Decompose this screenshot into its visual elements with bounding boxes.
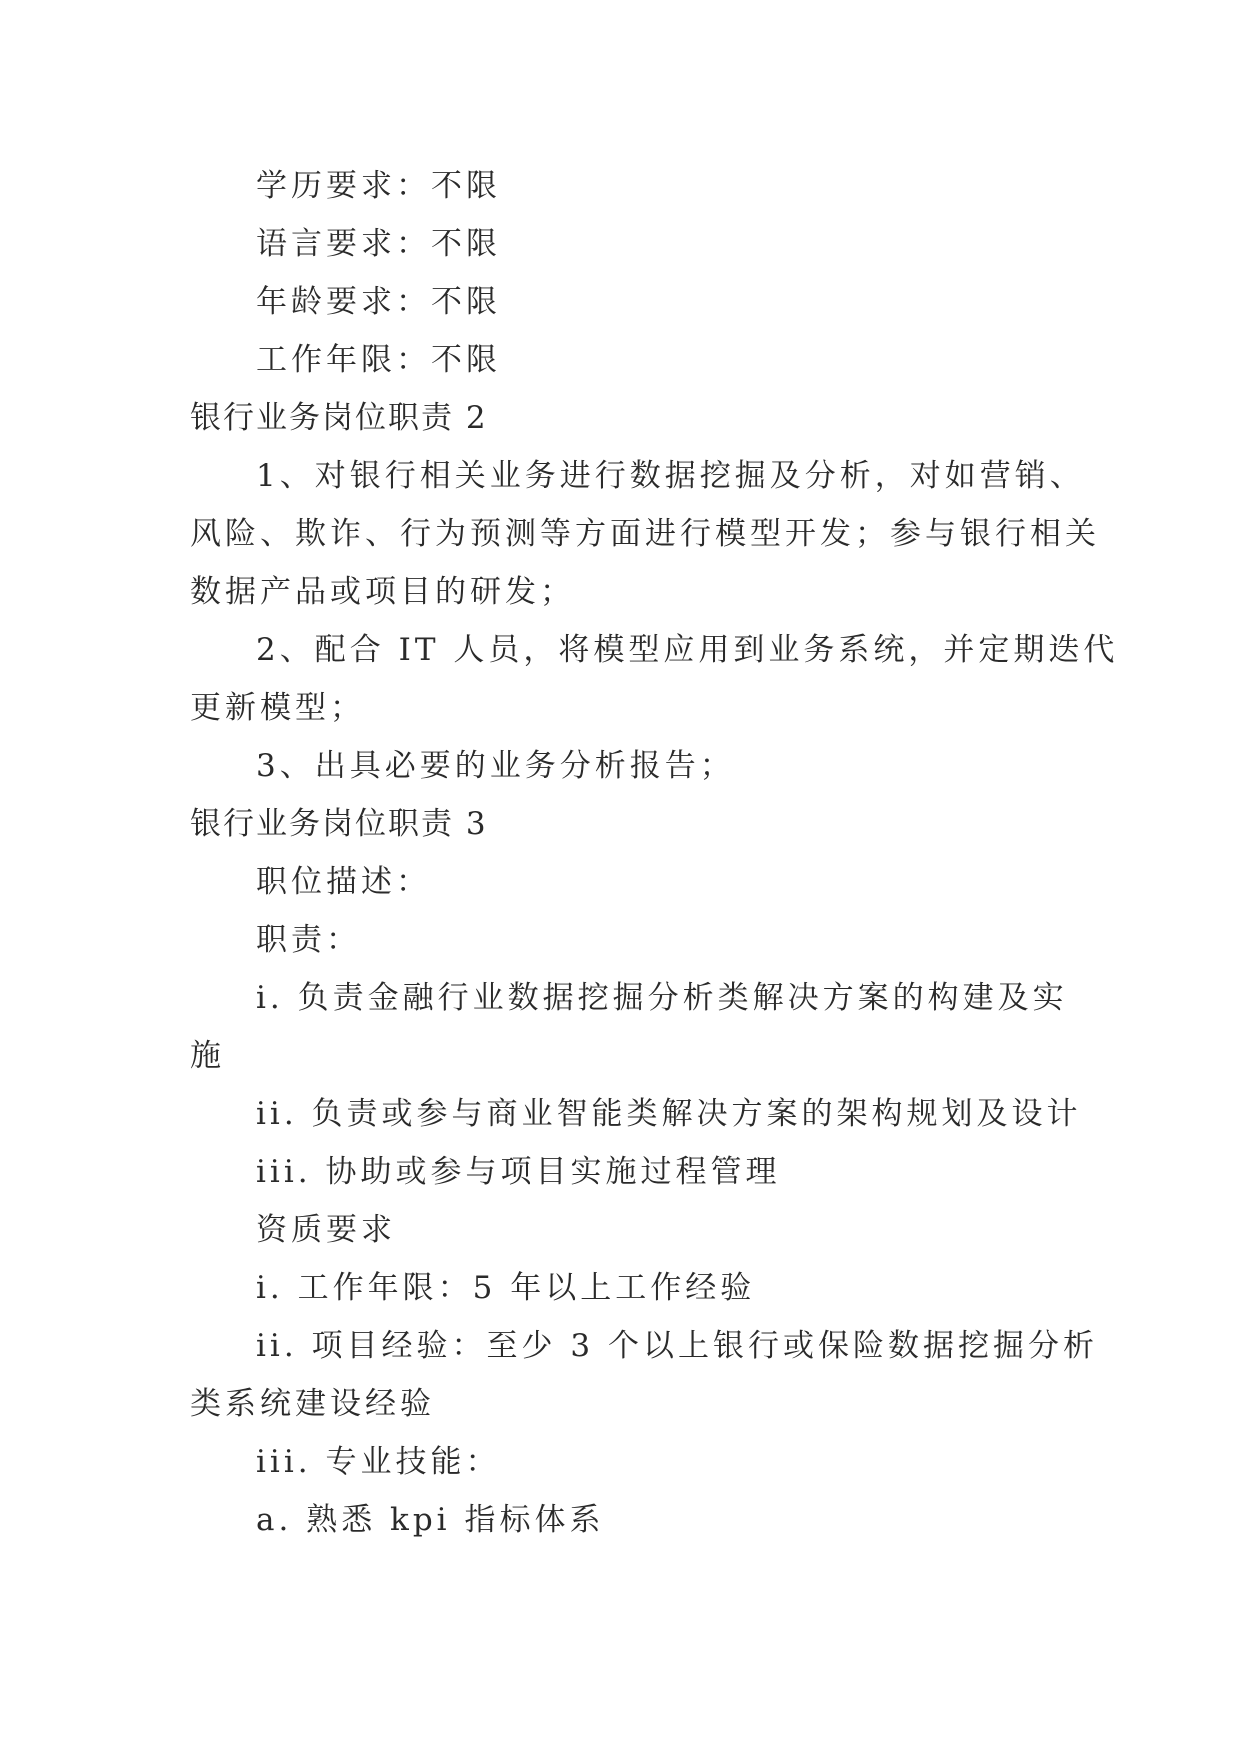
duty-item-1-line-1: 1、对银行相关业务进行数据挖掘及分析，对如营销、 — [256, 458, 1085, 494]
qualification-ii-line-1: ii. 项目经验：至少 3 个以上银行或保险数据挖掘分析 — [256, 1328, 1098, 1364]
education-requirement: 学历要求：不限 — [256, 168, 501, 204]
duties-label: 职责： — [256, 922, 361, 958]
qualification-iii: iii. 专业技能： — [256, 1444, 501, 1480]
duty-iii: iii. 协助或参与项目实施过程管理 — [256, 1154, 781, 1190]
duty-item-2-line-1: 2、配合 IT 人员，将模型应用到业务系统，并定期迭代 — [256, 632, 1119, 668]
qualification-i: i. 工作年限：5 年以上工作经验 — [256, 1270, 756, 1306]
duty-i-line-2: 施 — [190, 1038, 225, 1074]
job-description-label: 职位描述： — [256, 864, 431, 900]
duty-i-line-1: i. 负责金融行业数据挖掘分析类解决方案的构建及实 — [256, 980, 1068, 1016]
skill-a: a. 熟悉 kpi 指标体系 — [256, 1502, 605, 1538]
work-years-requirement: 工作年限：不限 — [256, 342, 501, 378]
duty-item-1-line-3: 数据产品或项目的研发； — [190, 574, 575, 610]
duty-item-1-line-2: 风险、欺诈、行为预测等方面进行模型开发；参与银行相关 — [190, 516, 1100, 552]
qualifications-label: 资质要求 — [256, 1212, 396, 1248]
duty-item-2-line-2: 更新模型； — [190, 690, 365, 726]
duty-item-3: 3、出具必要的业务分析报告； — [256, 748, 735, 784]
duty-ii: ii. 负责或参与商业智能类解决方案的架构规划及设计 — [256, 1096, 1082, 1132]
age-requirement: 年龄要求：不限 — [256, 284, 501, 320]
language-requirement: 语言要求：不限 — [256, 226, 501, 262]
section-heading-2: 银行业务岗位职责 2 — [190, 400, 488, 436]
qualification-ii-line-2: 类系统建设经验 — [190, 1386, 435, 1422]
section-heading-3: 银行业务岗位职责 3 — [190, 806, 488, 842]
